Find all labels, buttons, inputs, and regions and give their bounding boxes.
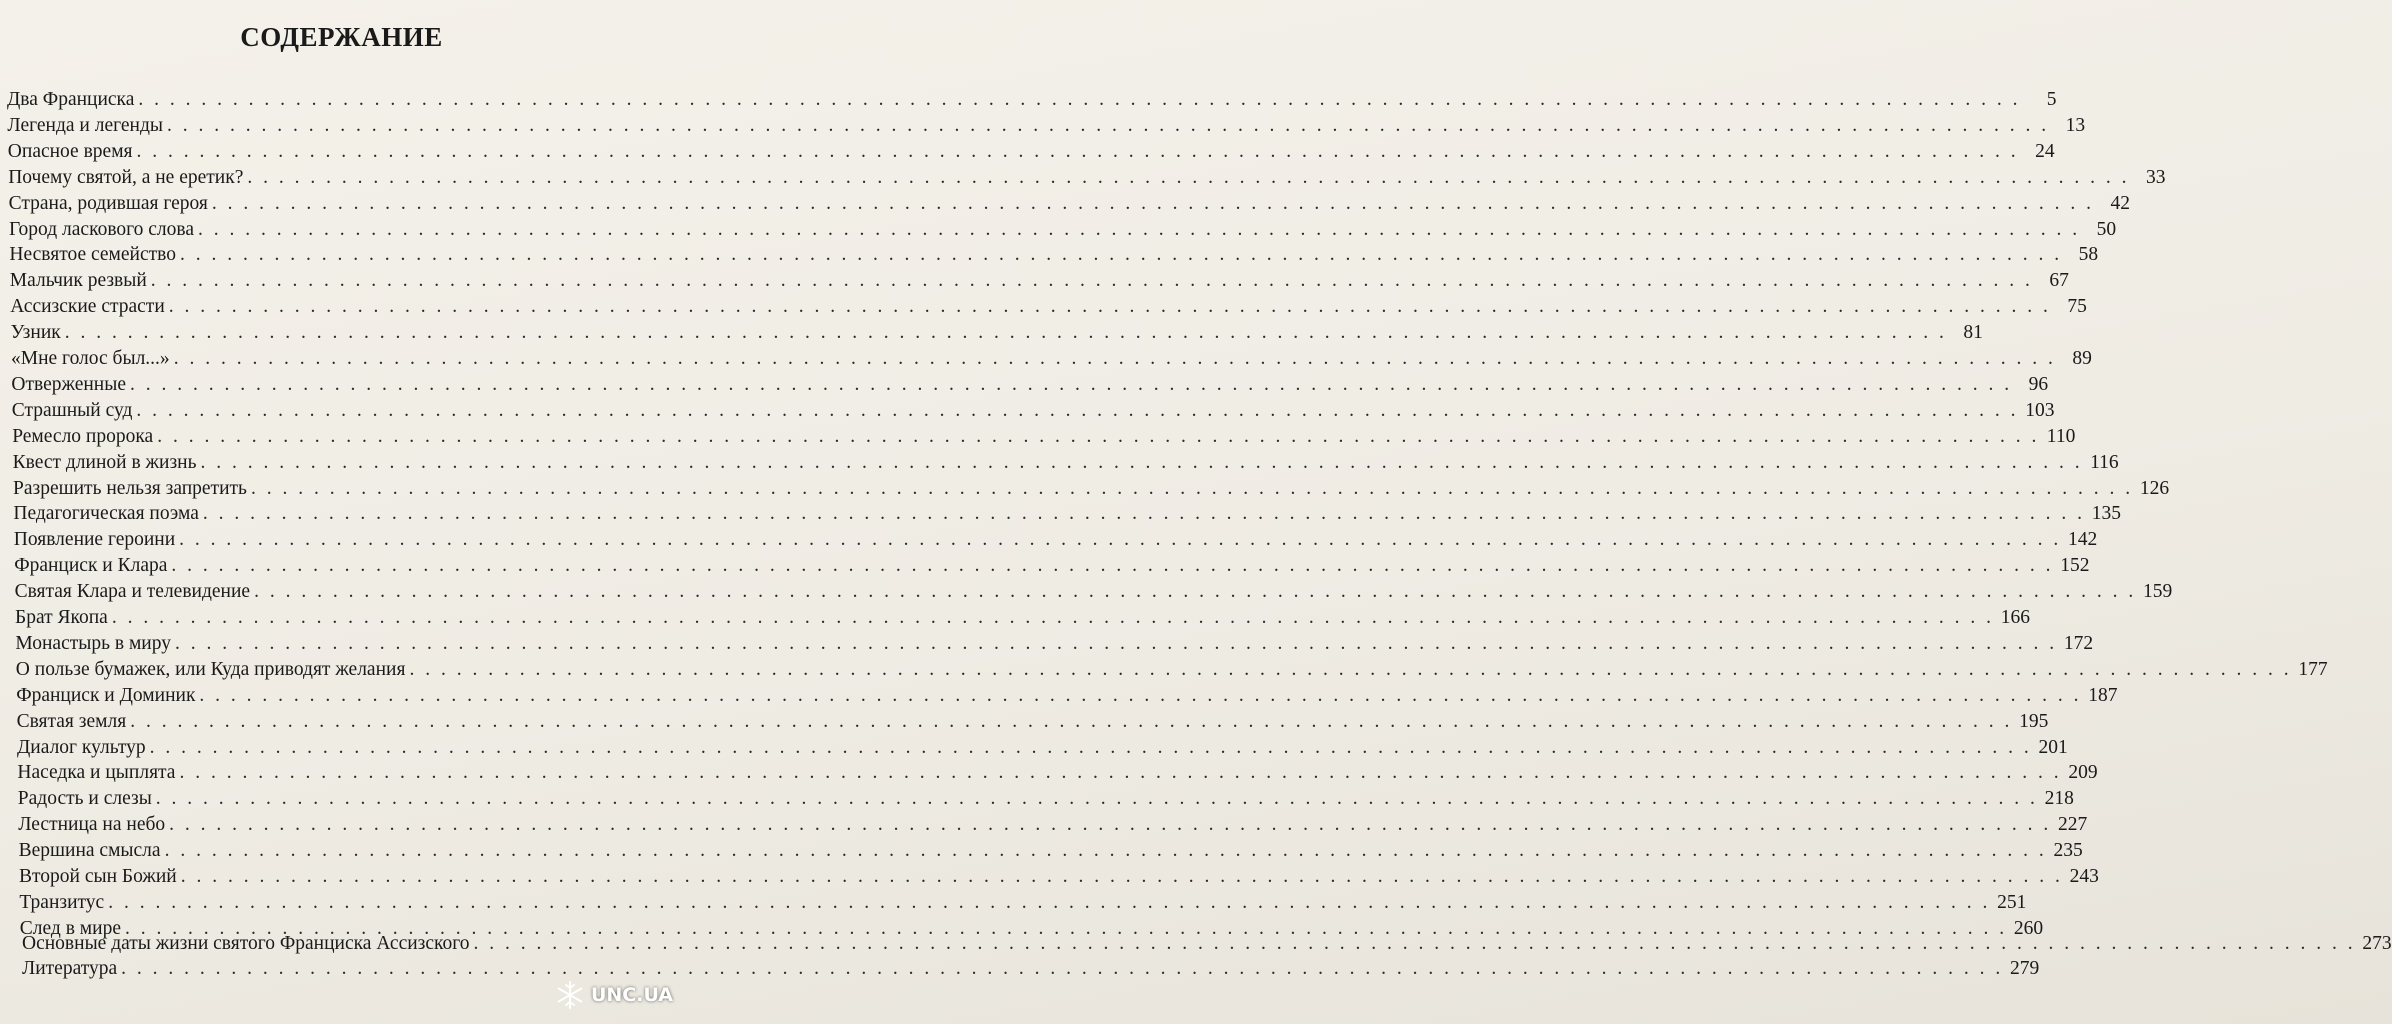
dot-leader: . . . . . . . . . . . . . . . . . . . . . . . . . . . . . . . . . . . . . . . . . . . . . . . . . . . . . . . . . . . . . . . . . . . . . . . . . . . . . . . . . . . . . . . . . . . . . . . . . . . . . . . . . . . . . . . . . . . . . . . . [199,684,2082,706]
dot-leader: . . . . . . . . . . . . . . . . . . . . . . . . . . . . . . . . . . . . . . . . . . . . . . . . . . . . . . . . . . . . . . . . . . . . . . . . . . . . . . . . . . . . . . . . . . . . . . . . . . . . . . . . . . . . . . . . . . . . . . . . [250,477,2134,499]
toc-entry-page-number: 177 [2298,658,2328,680]
toc-entry-title: О пользе бумажек, или Куда приводят желания [15,658,406,680]
toc-entry-title: Мальчик резвый [9,270,147,292]
dot-leader: . . . . . . . . . . . . . . . . . . . . . . . . . . . . . . . . . . . . . . . . . . . . . . . . . . . . . . . . . . . . . . . . . . . . . . . . . . . . . . . . . . . . . . . . . . . . . . . . . . . . . . . . . . . . . . . . . . . . . . . . [202,503,2086,525]
toc-entry [16,710,2049,734]
toc-entry [9,218,2117,242]
toc-entry-title: Ремесло пророка [12,425,154,447]
toc-entry-page-number: 166 [2000,607,2030,628]
toc-entry [19,865,2099,889]
dot-leader: . . . . . . . . . . . . . . . . . . . . . . . . . . . . . . . . . . . . . . . . . . . . . . . . . . . . . . . . . . . . . . . . . . . . . . . . . . . . . . . . . . . . . . . . . . . . . . . . . . . . . . . . . . . . . . . . . . . . . . . . [157,425,2040,447]
toc-entry-page-number: 142 [2068,529,2098,551]
toc-entry [19,891,2027,915]
toc-entry-title: Опасное время [7,140,133,162]
dot-leader: . . . . . . . . . . . . . . . . . . . . . . . . . . . . . . . . . . . . . . . . . . . . . . . . . . . . . . . . . . . . . . . . . . . . . . . . . . . . . . . . . . . . . . . . . . . . . . . . . . . . . . . . . . . . . . . . . . . . . . . . [179,529,2062,551]
toc-entry [11,399,2055,423]
toc-entry-title: Франциск и Доминик [16,684,196,706]
dot-leader: . . . . . . . . . . . . . . . . . . . . . . . . . . . . . . . . . . . . . . . . . . . . . . . . . . . . . . . . . . . . . . . . . . . . . . . . . . . . . . . . . . . . . . . . . . . . . . . . . . . . . . . . . . . . . . . . . . . . . . . . [179,762,2062,784]
toc-entry-title: Два Франциска [7,89,135,110]
dot-leader: . . . . . . . . . . . . . . . . . . . . . . . . . . . . . . . . . . . . . . . . . . . . . . . . . . . . . . . . . . . . . . . . . . . . . . . . . . . . . . . . . . . . . . . . . . . . . . . . . . . . . . . . . . . . . . . . . . . . . . . . [409,658,2292,680]
toc-entry-page-number: 218 [2044,788,2074,810]
toc-entry [15,606,2030,630]
toc-entry-page-number: 135 [2091,503,2122,525]
toc-entry [11,347,2092,371]
toc-entry [22,957,2040,981]
dot-leader: . . . . . . . . . . . . . . . . . . . . . . . . . . . . . . . . . . . . . . . . . . . . . . . . . . . . . . . . . . . . . . . . . . . . . . . . . . . . . . . . . . . . . . . . . . . . . . . . . . . . . . . . . . . . . . . . . . . . . . . . [149,736,2032,758]
dot-leader: . . . . . . . . . . . . . . . . . . . . . . . . . . . . . . . . . . . . . . . . . . . . . . . . . . . . . . . . . . . . . . . . . . . . . . . . . . . . . . . . . . . . . . . . . . . . . . . . . . . . . . . . . . . . . . . . . . . . . . . . [168,296,2051,318]
toc-title: СОДЕРЖАНИЕ [240,22,443,52]
toc-entry-page-number: 116 [2090,451,2119,473]
toc-entry [8,192,2130,216]
dot-leader: . . . . . . . . . . . . . . . . . . . . . . . . . . . . . . . . . . . . . . . . . . . . . . . . . . . . . . . . . . . . . . . . . . . . . . . . . . . . . . . . . . . . . . . . . . . . . . . . . . . . . . . . . . . . . . . . . . . . . . . . [136,399,2019,421]
toc-entry-page-number: 251 [1997,891,2027,913]
toc-entry-page-number: 172 [2063,632,2094,654]
toc-entry-title: Город ласкового слова [9,218,195,240]
toc-entry [18,813,2088,837]
dot-leader: . . . . . . . . . . . . . . . . . . . . . . . . . . . . . . . . . . . . . . . . . . . . . . . . . . . . . . . . . . . . . . . . . . . . . . . . . . . . . . . . . . . . . . . . . . . . . . . . . . . . . . . . . . . . . . . . . . . . . . . . [179,244,2063,266]
toc-entry-title: Транзитус [19,891,105,913]
toc-entry-page-number: 209 [2068,762,2098,784]
toc-entry-title: Второй сын Божий [19,866,177,887]
toc-entry [15,632,2094,656]
toc-entry-page-number: 5 [2046,89,2057,110]
dot-leader: . . . . . . . . . . . . . . . . . . . . . . . . . . . . . . . . . . . . . . . . . . . . . . . . . . . . . . . . . . . . . . . . . . . . . . . . . . . . . . . . . . . . . . . . . . . . . . . . . . . . . . . . . . . . . . . . . . . . . . . . [130,710,2013,732]
toc-entry [17,761,2098,785]
toc-entry-page-number: 96 [2028,373,2049,395]
dot-leader: . . . . . . . . . . . . . . . . . . . . . . . . . . . . . . . . . . . . . . . . . . . . . . . . . . . . . . . . . . . . . . . . . . . . . . . . . . . . . . . . . . . . . . . . . . . . . . . . . . . . . . . . . . . . . . . . . . . . . . . . [166,114,2050,136]
toc-entry [13,528,2098,552]
dot-leader: . . . . . . . . . . . . . . . . . . . . . . . . . . . . . . . . . . . . . . . . . . . . . . . . . . . . . . . . . . . . . . . . . . . . . . . . . . . . . . . . . . . . . . . . . . . . . . . . . . . . . . . . . . . . . . . . . . . . . . . . [111,607,1994,628]
toc-entry-title: Почему святой, а не еретик? [8,166,244,188]
toc-entry [12,425,2076,449]
toc-entry-title: Брат Якопа [15,607,108,628]
toc-entry-title: Несвятое семейство [9,244,176,266]
toc-entry [8,166,2166,190]
toc-entry-page-number: 126 [2139,477,2170,499]
toc-entry [13,477,2170,501]
toc-entry-page-number: 227 [2058,814,2088,836]
dot-leader: . . . . . . . . . . . . . . . . . . . . . . . . . . . . . . . . . . . . . . . . . . . . . . . . . . . . . . . . . . . . . . . . . . . . . . . . . . . . . . . . . . . . . . . . . . . . . . . . . . . . . . . . . . . . . . . . . . . . . . . . [108,891,1991,913]
toc-entry-title: Страшный суд [11,399,133,421]
toc-entry-page-number: 243 [2069,866,2099,887]
toc-entry-page-number: 110 [2046,425,2076,447]
toc-entry-title: Наседка и цыплята [17,762,176,784]
toc-entry [7,114,2086,138]
toc-entry [18,839,2083,863]
toc-entry-title: Радость и слезы [17,788,152,810]
dot-leader: . . . . . . . . . . . . . . . . . . . . . . . . . . . . . . . . . . . . . . . . . . . . . . . . . . . . . . . . . . . . . . . . . . . . . . . . . . . . . . . . . . . . . . . . . . . . . . . . . . . . . . . . . . . . . . . . . . . . . . . . [173,348,2056,369]
toc-entry-title: Узник [10,322,61,344]
toc-entry-page-number: 33 [2145,166,2166,188]
dot-leader: . . . . . . . . . . . . . . . . . . . . . . . . . . . . . . . . . . . . . . . . . . . . . . . . . . . . . . . . . . . . . . . . . . . . . . . . . . . . . . . . . . . . . . . . . . . . . . . . . . . . . . . . . . . . . . . . . . . . . . . . [200,451,2083,473]
toc-entry-page-number: 67 [2049,270,2069,292]
toc-entry-page-number: 75 [2067,296,2087,318]
dot-leader: . . . . . . . . . . . . . . . . . . . . . . . . . . . . . . . . . . . . . . . . . . . . . . . . . . . . . . . . . . . . . . . . . . . . . . . . . . . . . . . . . . . . . . . . . . . . . . . . . . . . . . . . . . . . . . . . . . . . . . . . [155,788,2038,810]
site-watermark [555,980,673,1010]
toc-entry-title: Страна, родившая героя [8,192,208,214]
dot-leader: . . . . . . . . . . . . . . . . . . . . . . . . . . . . . . . . . . . . . . . . . . . . . . . . . . . . . . . . . . . . . . . . . . . . . . . . . . . . . . . . . . . . . . . . . . . . . . . . . . . . . . . . . . . . . . . . . . . . . . . . [125,917,2008,939]
toc-entry-title: Монастырь в миру [15,632,171,654]
dot-leader: . . . . . . . . . . . . . . . . . . . . . . . . . . . . . . . . . . . . . . . . . . . . . . . . . . . . . . . . . . . . . . . . . . . . . . . . . . . . . . . . . . . . . . . . . . . . . . . . . . . . . . . . . . . . . . . . . . . . . . . . [136,140,2019,162]
dot-leader: . . . . . . . . . . . . . . . . . . . . . . . . . . . . . . . . . . . . . . . . . . . . . . . . . . . . . . . . . . . . . . . . . . . . . . . . . . . . . . . . . . . . . . . . . . . . . . . . . . . . . . . . . . . . . . . . . . . . . . . . [171,555,2054,577]
dot-leader: . . . . . . . . . . . . . . . . . . . . . . . . . . . . . . . . . . . . . . . . . . . . . . . . . . . . . . . . . . . . . . . . . . . . . . . . . . . . . . . . . . . . . . . . . . . . . . . . . . . . . . . . . . . . . . . . . . . . . . . . [138,89,2021,110]
dot-leader: . . . . . . . . . . . . . . . . . . . . . . . . . . . . . . . . . . . . . . . . . . . . . . . . . . . . . . . . . . . . . . . . . . . . . . . . . . . . . . . . . . . . . . . . . . . . . . . . . . . . . . . . . . . . . . . . . . . . . . . . [473,933,2356,954]
toc-entry [14,580,2173,604]
toc-entry-title: Вершина смысла [18,840,161,862]
toc-entry-page-number: 24 [2035,140,2055,162]
toc-entry-page-number: 260 [2013,917,2044,939]
dot-leader: . . . . . . . . . . . . . . . . . . . . . . . . . . . . . . . . . . . . . . . . . . . . . . . . . . . . . . . . . . . . . . . . . . . . . . . . . . . . . . . . . . . . . . . . . . . . . . . . . . . . . . . . . . . . . . . . . . . . . . . . [169,814,2052,836]
toc-entry-title: Святая земля [16,710,127,732]
dot-leader: . . . . . . . . . . . . . . . . . . . . . . . . . . . . . . . . . . . . . . . . . . . . . . . . . . . . . . . . . . . . . . . . . . . . . . . . . . . . . . . . . . . . . . . . . . . . . . . . . . . . . . . . . . . . . . . . . . . . . . . . [164,840,2047,862]
dot-leader: . . . . . . . . . . . . . . . . . . . . . . . . . . . . . . . . . . . . . . . . . . . . . . . . . . . . . . . . . . . . . . . . . . . . . . . . . . . . . . . . . . . . . . . . . . . . . . . . . . . . . . . . . . . . . . . . . . . . . . . . [211,192,2094,214]
toc-entry-page-number: 273 [2362,933,2392,954]
toc-entry-title: Разрешить нельзя запретить [13,477,247,499]
dot-leader: . . . . . . . . . . . . . . . . . . . . . . . . . . . . . . . . . . . . . . . . . . . . . . . . . . . . . . . . . . . . . . . . . . . . . . . . . . . . . . . . . . . . . . . . . . . . . . . . . . . . . . . . . . . . . . . . . . . . . . . . [121,958,2004,979]
toc-entry-page-number: 42 [2110,192,2130,214]
toc-entry-page-number: 159 [2142,581,2173,603]
toc-entry-page-number: 89 [2072,348,2092,369]
toc-entry-title: Появление героини [13,529,176,551]
toc-entry-page-number: 13 [2065,114,2086,136]
toc-entry-page-number: 279 [2010,958,2040,979]
toc-entry-title: Легенда и легенды [7,114,163,136]
toc-entry [11,373,2049,397]
toc-entry [17,736,2068,760]
toc-entry-title: «Мне голос был...» [11,348,170,369]
toc-entry-title: Диалог культур [17,736,146,758]
snowflake-logo-icon [555,980,585,1010]
toc-entry-title: Святая Клара и телевидение [14,581,251,603]
toc-entry [10,321,1983,345]
toc-entry [9,243,2099,267]
toc-entry [9,269,2069,293]
dot-leader: . . . . . . . . . . . . . . . . . . . . . . . . . . . . . . . . . . . . . . . . . . . . . . . . . . . . . . . . . . . . . . . . . . . . . . . . . . . . . . . . . . . . . . . . . . . . . . . . . . . . . . . . . . . . . . . . . . . . . . . . [150,270,2033,292]
toc-entry [7,140,2055,164]
dot-leader: . . . . . . . . . . . . . . . . . . . . . . . . . . . . . . . . . . . . . . . . . . . . . . . . . . . . . . . . . . . . . . . . . . . . . . . . . . . . . . . . . . . . . . . . . . . . . . . . . . . . . . . . . . . . . . . . . . . . . . . . [130,373,2013,395]
toc-entry [13,502,2122,526]
toc-entry [14,554,2090,578]
dot-leader: . . . . . . . . . . . . . . . . . . . . . . . . . . . . . . . . . . . . . . . . . . . . . . . . . . . . . . . . . . . . . . . . . . . . . . . . . . . . . . . . . . . . . . . . . . . . . . . . . . . . . . . . . . . . . . . . . . . . . . . . [64,322,1947,344]
toc-entry-title: Квест длиной в жизнь [12,451,197,473]
toc-entry [22,932,2392,956]
toc-entry-title: Франциск и Клара [14,555,168,577]
toc-entry-page-number: 201 [2038,736,2068,758]
toc-entry-title: Основные даты жизни святого Франциска Ассизского [22,933,470,954]
toc-entry-page-number: 187 [2088,684,2118,706]
toc-entry [7,88,2057,112]
toc-entry-title: Ассизские страсти [10,296,165,318]
toc-entry [16,684,2118,708]
toc-entry-page-number: 103 [2025,399,2055,421]
toc-entry-page-number: 195 [2019,710,2049,732]
toc-entry-title: Литература [22,958,118,979]
dot-leader: . . . . . . . . . . . . . . . . . . . . . . . . . . . . . . . . . . . . . . . . . . . . . . . . . . . . . . . . . . . . . . . . . . . . . . . . . . . . . . . . . . . . . . . . . . . . . . . . . . . . . . . . . . . . . . . . . . . . . . . . [174,632,2058,654]
toc-entry [15,658,2328,682]
toc-entry [12,451,2119,475]
dot-leader: . . . . . . . . . . . . . . . . . . . . . . . . . . . . . . . . . . . . . . . . . . . . . . . . . . . . . . . . . . . . . . . . . . . . . . . . . . . . . . . . . . . . . . . . . . . . . . . . . . . . . . . . . . . . . . . . . . . . . . . . [180,866,2063,887]
toc-entry [17,787,2074,811]
toc-entry-page-number: 152 [2060,555,2090,577]
watermark-text: UNC.UA [590,984,673,1006]
toc-entry-title: След в мире [19,917,121,939]
toc-entry [10,295,2087,319]
toc-entry-page-number: 58 [2078,244,2099,266]
toc-entry-title: Отверженные [11,373,126,395]
toc-entry-page-number: 235 [2053,840,2083,862]
toc-entry-title: Педагогическая поэма [13,503,199,525]
toc-entry-title: Лестница на небо [18,814,166,836]
dot-leader: . . . . . . . . . . . . . . . . . . . . . . . . . . . . . . . . . . . . . . . . . . . . . . . . . . . . . . . . . . . . . . . . . . . . . . . . . . . . . . . . . . . . . . . . . . . . . . . . . . . . . . . . . . . . . . . . . . . . . . . . [198,218,2081,240]
toc-entry-page-number: 81 [1963,322,1983,344]
dot-leader: . . . . . . . . . . . . . . . . . . . . . . . . . . . . . . . . . . . . . . . . . . . . . . . . . . . . . . . . . . . . . . . . . . . . . . . . . . . . . . . . . . . . . . . . . . . . . . . . . . . . . . . . . . . . . . . . . . . . . . . . [254,581,2137,603]
dot-leader: . . . . . . . . . . . . . . . . . . . . . . . . . . . . . . . . . . . . . . . . . . . . . . . . . . . . . . . . . . . . . . . . . . . . . . . . . . . . . . . . . . . . . . . . . . . . . . . . . . . . . . . . . . . . . . . . . . . . . . . . [247,166,2130,188]
toc-entry-page-number: 50 [2096,218,2117,240]
